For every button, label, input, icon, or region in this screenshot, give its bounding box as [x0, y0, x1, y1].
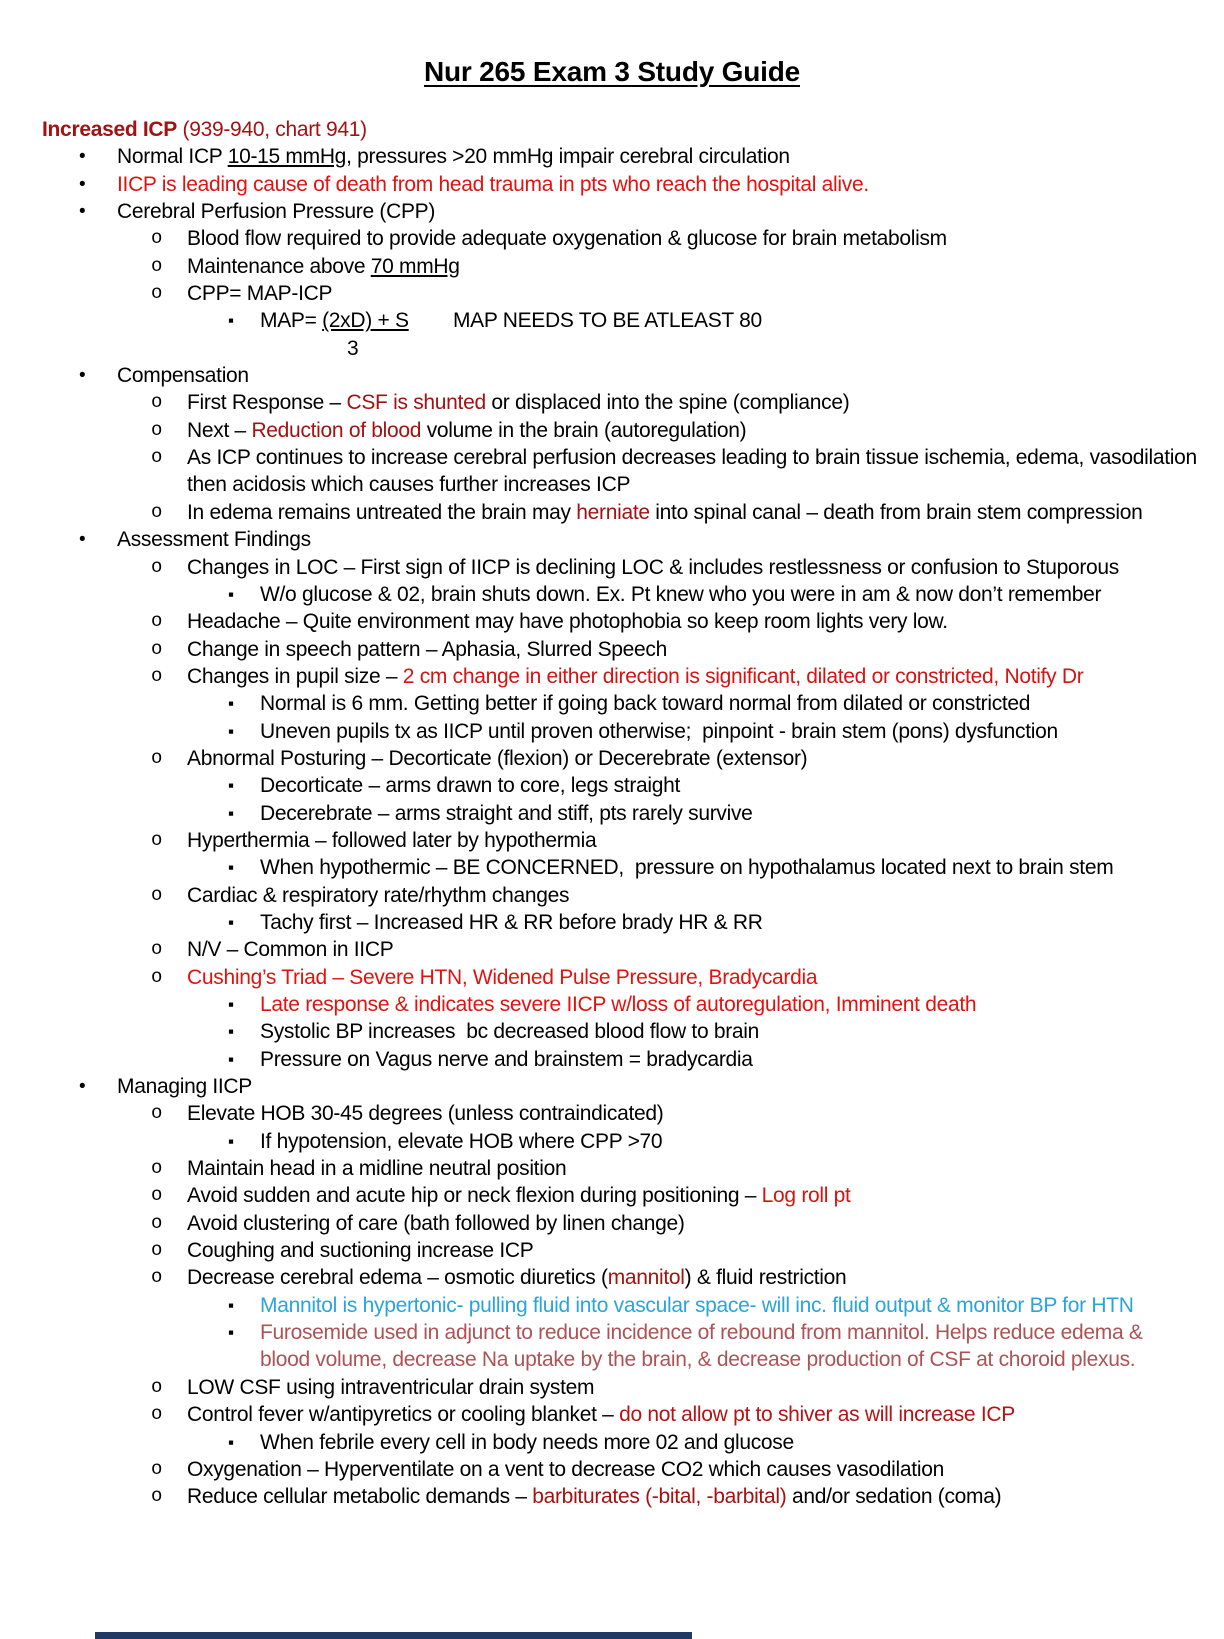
doc-line: [0, 854, 1224, 881]
doc-line: [0, 772, 1224, 799]
text-segment: Log roll pt: [761, 1184, 851, 1208]
text-segment: Changes in LOC – First sign of IICP is declining LOC & includes restlessness or confusion to Stuporous: [187, 555, 1119, 579]
text-segment: 70 mmHg: [370, 254, 460, 278]
bullet-square-icon: ▪: [228, 1295, 234, 1315]
doc-line: [0, 1401, 1224, 1428]
doc-line: [0, 444, 1224, 471]
bullet-circle-icon: o: [151, 282, 163, 305]
doc-line: [0, 1237, 1224, 1264]
doc-line: [0, 1429, 1224, 1456]
text-segment: MAP NEEDS TO BE ATLEAST 80: [408, 309, 762, 333]
bullet-square-icon: ▪: [228, 1131, 234, 1151]
bullet-square-icon: ▪: [228, 1432, 234, 1452]
doc-line: [0, 1319, 1224, 1346]
text-segment: volume in the brain (autoregulation): [421, 418, 747, 442]
text-segment: Assessment Findings: [117, 528, 311, 552]
doc-line: [0, 1182, 1224, 1209]
doc-line: [0, 143, 1224, 170]
doc-line: [0, 1018, 1224, 1045]
doc-line: [0, 526, 1224, 553]
text-segment: When hypothermic – BE CONCERNED, pressure on hypothalamus located next to brain stem: [260, 856, 1114, 880]
bullet-square-icon: ▪: [228, 1022, 234, 1042]
doc-line: [0, 253, 1224, 280]
doc-line: [0, 882, 1224, 909]
text-segment: MAP=: [260, 309, 323, 333]
text-segment: LOW CSF using intraventricular drain system: [187, 1375, 595, 1399]
text-segment: Late response & indicates severe IICP w/loss of autoregulation, Imminent death: [260, 993, 977, 1016]
text-segment: Avoid clustering of care (bath followed by linen change): [187, 1211, 685, 1235]
doc-line: [0, 1128, 1224, 1155]
text-segment: IICP is leading cause of death from head trauma in pts who reach the hospital alive.: [117, 172, 869, 196]
text-segment: In edema remains untreated the brain may: [187, 500, 577, 524]
bullet-circle-icon: o: [151, 746, 163, 769]
bullet-circle-icon: o: [151, 1102, 163, 1125]
bullet-circle-icon: o: [151, 391, 163, 414]
bullet-circle-icon: o: [151, 227, 163, 250]
bullet-circle-icon: o: [151, 1266, 163, 1289]
bullet-circle-icon: o: [151, 828, 163, 851]
text-segment: and/or sedation (coma): [786, 1485, 1002, 1509]
doc-line: [0, 800, 1224, 827]
text-segment: Avoid sudden and acute hip or neck flexion during positioning –: [187, 1184, 762, 1208]
page-title: Nur 265 Exam 3 Study Guide: [423, 56, 801, 87]
text-segment: N/V – Common in IICP: [187, 938, 394, 962]
text-segment: , pressures >20 mmHg impair cerebral circulation: [346, 145, 790, 169]
bullet-circle-icon: o: [151, 418, 163, 441]
bullet-circle-icon: o: [151, 664, 163, 687]
bullet-circle-icon: o: [151, 965, 163, 988]
bullet-circle-icon: o: [151, 555, 163, 578]
doc-line: [0, 1046, 1224, 1073]
bullet-circle-icon: o: [151, 610, 163, 633]
text-segment: W/o glucose & 02, brain shuts down. Ex. Pt knew who you were in am & now don’t remember: [260, 582, 1102, 606]
text-segment: Control fever w/antipyretics or cooling blanket –: [187, 1403, 620, 1427]
doc-line: [0, 417, 1224, 444]
text-segment: ) & fluid restriction: [684, 1266, 847, 1290]
text-segment: or displaced into the spine (compliance): [485, 391, 850, 415]
bullet-circle-icon: o: [151, 1375, 163, 1398]
text-segment: Managing IICP: [117, 1075, 253, 1099]
bullet-square-icon: ▪: [228, 311, 234, 331]
text-segment: Systolic BP increases bc decreased blood flow to brain: [260, 1020, 760, 1044]
document-body: [0, 116, 1224, 1511]
doc-line: [0, 936, 1224, 963]
bullet-circle-icon: o: [151, 500, 163, 523]
text-segment: Cushing’s Triad – Severe HTN, Widened Pulse Pressure, Bradycardia: [187, 965, 818, 989]
text-segment: CSF is shunted: [346, 391, 486, 415]
bullet-circle-icon: o: [151, 938, 163, 961]
text-segment: Pressure on Vagus nerve and brainstem = bradycardia: [260, 1047, 753, 1071]
doc-line: [0, 1292, 1224, 1319]
doc-line: [0, 1264, 1224, 1291]
text-segment: Normal ICP: [117, 145, 228, 169]
bullet-square-icon: ▪: [228, 912, 234, 932]
bullet-circle-icon: o: [151, 1457, 163, 1480]
doc-line: [0, 718, 1224, 745]
text-segment: Coughing and suctioning increase ICP: [187, 1239, 534, 1263]
doc-line: [0, 171, 1224, 198]
doc-line: [0, 471, 1224, 498]
doc-line: [0, 608, 1224, 635]
doc-line: [0, 225, 1224, 252]
bullet-circle-icon: o: [151, 1184, 163, 1207]
bullet-dot-icon: •: [79, 201, 86, 223]
doc-line: [0, 1374, 1224, 1401]
bullet-square-icon: ▪: [228, 858, 234, 878]
bullet-circle-icon: o: [151, 637, 163, 660]
text-segment: mannitol: [607, 1266, 685, 1290]
text-segment: Change in speech pattern – Aphasia, Slurred Speech: [187, 637, 668, 661]
text-segment: Oxygenation – Hyperventilate on a vent to decrease CO2 which causes vasodilation: [187, 1457, 944, 1481]
bullet-square-icon: ▪: [228, 721, 234, 741]
text-segment: Hyperthermia – followed later by hypothermia: [187, 828, 597, 852]
doc-line: [0, 1346, 1224, 1373]
text-segment: Normal is 6 mm. Getting better if going back toward normal from dilated or constricted: [260, 692, 1031, 716]
text-segment: Next –: [187, 418, 252, 442]
text-segment: 3: [347, 336, 359, 360]
text-segment: (2xD) + S: [322, 309, 409, 333]
text-segment: Decerebrate – arms straight and stiff, pts rarely survive: [260, 801, 753, 825]
text-segment: (939-940, chart 941): [177, 118, 367, 141]
doc-line: [0, 663, 1224, 690]
text-segment: Cerebral Perfusion Pressure (CPP): [117, 200, 436, 224]
bullet-square-icon: ▪: [228, 1323, 234, 1343]
text-segment: Tachy first – Increased HR & RR before brady HR & RR: [260, 910, 763, 934]
text-segment: If hypotension, elevate HOB where CPP >70: [260, 1129, 663, 1153]
text-segment: When febrile every cell in body needs more 02 and glucose: [260, 1430, 794, 1454]
bullet-circle-icon: o: [151, 1157, 163, 1180]
text-segment: Reduction of blood: [251, 418, 422, 442]
text-segment: Compensation: [117, 364, 249, 388]
text-segment: Headache – Quite environment may have photophobia so keep room lights very low.: [187, 610, 948, 634]
bullet-circle-icon: o: [151, 1403, 163, 1426]
doc-line: [0, 198, 1224, 225]
bullet-square-icon: ▪: [228, 776, 234, 796]
text-segment: Mannitol is hypertonic- pulling fluid into vascular space- will inc. fluid output & monitor BP for HTN: [260, 1293, 1134, 1317]
doc-line: [0, 362, 1224, 389]
doc-line: [0, 1100, 1224, 1127]
text-segment: Reduce cellular metabolic demands –: [187, 1485, 533, 1509]
doc-line: [0, 690, 1224, 717]
text-segment: do not allow pt to shiver as will increase ICP: [619, 1403, 1015, 1427]
footer-bar: [95, 1632, 692, 1639]
text-segment: herniate: [576, 500, 650, 524]
bullet-square-icon: ▪: [228, 995, 234, 1014]
doc-line: [0, 554, 1224, 581]
bullet-square-icon: ▪: [228, 694, 234, 714]
doc-line: [0, 581, 1224, 608]
text-segment: CPP= MAP-ICP: [187, 282, 333, 306]
bullet-square-icon: ▪: [228, 584, 234, 604]
text-segment: Maintenance above: [187, 254, 371, 278]
text-segment: 2 cm change in either direction is significant, dilated or constricted, Notify Dr: [402, 664, 1084, 688]
doc-line: [0, 827, 1224, 854]
doc-line: [0, 335, 1224, 362]
doc-line: [0, 389, 1224, 416]
text-segment: Furosemide used in adjunct to reduce incidence of rebound from mannitol. Helps reduce edema &: [260, 1321, 1143, 1345]
doc-line: [0, 280, 1224, 307]
text-segment: First Response –: [187, 391, 347, 415]
bullet-circle-icon: o: [151, 1485, 163, 1508]
bullet-circle-icon: o: [151, 1239, 163, 1262]
text-segment: Decrease cerebral edema – osmotic diuretics (: [187, 1266, 608, 1290]
bullet-dot-icon: •: [79, 1076, 86, 1098]
bullet-dot-icon: •: [79, 173, 86, 195]
bullet-square-icon: ▪: [228, 1049, 234, 1069]
text-segment: As ICP continues to increase cerebral perfusion decreases leading to brain tissue ischemia, edema, vasodilation: [187, 446, 1197, 470]
text-segment: Abnormal Posturing – Decorticate (flexion) or Decerebrate (extensor): [187, 746, 808, 770]
bullet-dot-icon: •: [79, 529, 86, 551]
doc-line: [0, 745, 1224, 772]
bullet-square-icon: ▪: [228, 803, 234, 823]
text-segment: into spinal canal – death from brain stem compression: [649, 500, 1143, 524]
text-segment: Changes in pupil size –: [187, 664, 403, 688]
doc-line: [0, 307, 1224, 334]
bullet-circle-icon: o: [151, 254, 163, 277]
doc-line: [0, 909, 1224, 936]
text-segment: 10-15 mmHg: [227, 145, 347, 169]
bullet-circle-icon: o: [151, 446, 163, 469]
text-segment: Elevate HOB 30-45 degrees (unless contraindicated): [187, 1102, 664, 1126]
text-segment: blood volume, decrease Na uptake by the brain, & decrease production of CSF at choroid plexus.: [260, 1348, 1136, 1372]
bullet-circle-icon: o: [151, 1211, 163, 1234]
bullet-dot-icon: •: [79, 365, 86, 387]
doc-line: [0, 499, 1224, 526]
bullet-circle-icon: o: [151, 883, 163, 906]
text-segment: Maintain head in a midline neutral position: [187, 1157, 567, 1181]
text-segment: Cardiac & respiratory rate/rhythm changes: [187, 883, 570, 907]
section-heading: [0, 116, 1224, 143]
doc-line: [0, 1483, 1224, 1510]
doc-line: [0, 964, 1224, 991]
text-segment: then acidosis which causes further increases ICP: [187, 473, 631, 497]
doc-line: [0, 1456, 1224, 1483]
text-segment: barbiturates (-bital, -barbital): [532, 1485, 787, 1509]
doc-line: [0, 1155, 1224, 1182]
text-segment: Increased ICP: [42, 118, 177, 141]
text-segment: Uneven pupils tx as IICP until proven otherwise; pinpoint - brain stem (pons) dysfunction: [260, 719, 1058, 743]
bullet-dot-icon: •: [79, 146, 86, 168]
doc-line: [0, 991, 1224, 1018]
doc-line: [0, 636, 1224, 663]
doc-line: [0, 1210, 1224, 1237]
text-segment: Decorticate – arms drawn to core, legs straight: [260, 774, 681, 798]
text-segment: Blood flow required to provide adequate oxygenation & glucose for brain metabolism: [187, 227, 947, 251]
doc-line: [0, 1073, 1224, 1100]
